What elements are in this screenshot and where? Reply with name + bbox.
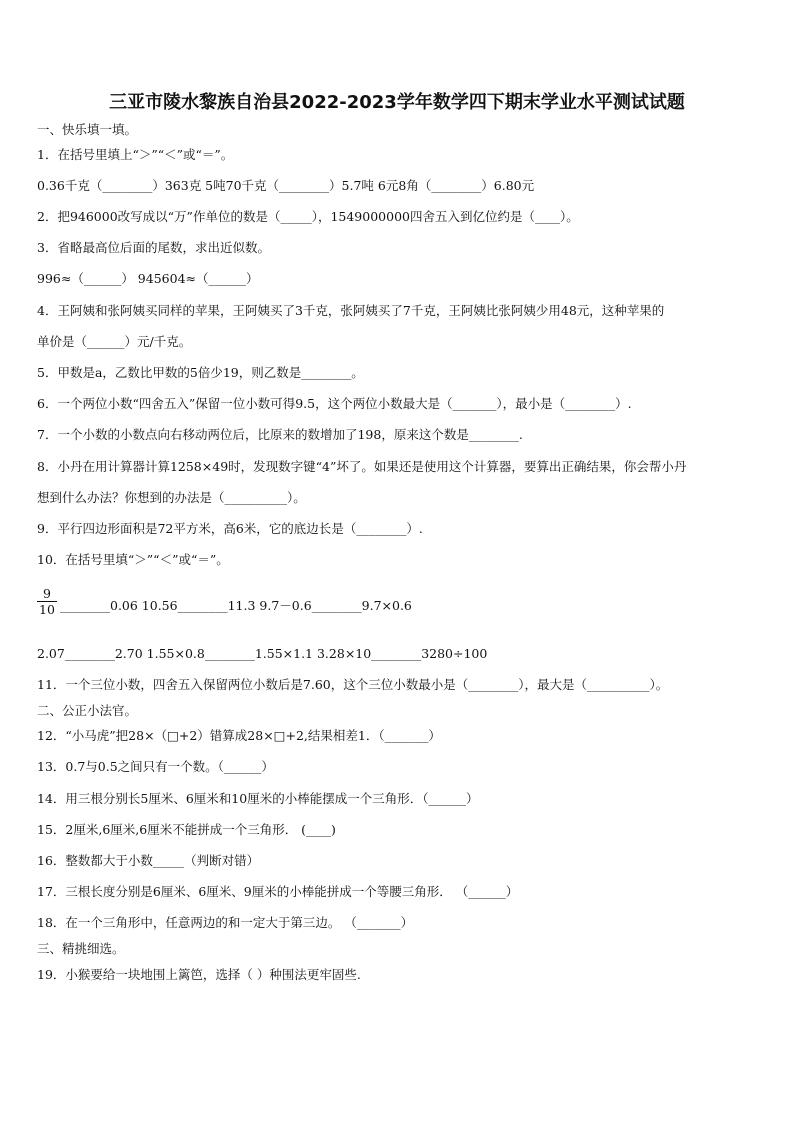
question-16: 16．整数都大于小数_____（判断对错） [37, 853, 260, 868]
question-6: 6．一个两位小数“四舍五入”保留一位小数可得9.5，这个两位小数最大是（_______），最小是（________）. [37, 396, 632, 411]
fraction-denominator: 10 [39, 602, 55, 617]
question-3: 3．省略最高位后面的尾数，求出近似数。 [37, 240, 270, 255]
section-heading-1: 一、快乐填一填。 [37, 122, 138, 137]
question-18: 18．在一个三角形中，任意两边的和一定大于第三边。 （_______） [37, 915, 414, 930]
question-14: 14．用三根分别长5厘米、6厘米和10厘米的小棒能摆成一个三角形．（______） [37, 791, 479, 806]
question-10-row-1: ________0.06 10.56________11.3 9.7－0.6________9.7×0.6 [60, 598, 412, 613]
question-17: 17．三根长度分别是6厘米、6厘米、9厘米的小棒能拼成一个等腰三角形． （______） [37, 884, 519, 899]
question-8-line-1: 8．小丹在用计算器计算1258×49时，发现数字键“4”坏了。如果还是使用这个计算器，要算出正确结果，你会帮小丹 [37, 459, 687, 474]
question-1-items: 0.36千克（________）363克 5吨70千克（________）5.7吨 6元8角（________）6.80元 [37, 178, 535, 193]
question-11: 11．一个三位小数，四舍五入保留两位小数后是7.60，这个三位小数最小是（________），最大是（__________）。 [37, 677, 669, 692]
page-title: 三亚市陵水黎族自治县2022-2023学年数学四下期末学业水平测试试题 [109, 92, 685, 113]
fraction-numerator: 9 [37, 586, 57, 602]
question-1: 1．在括号里填上“＞”“＜”或“＝”。 [37, 147, 234, 162]
question-4-line-2: 单价是（______）元/千克。 [37, 334, 192, 349]
question-12: 12．“小马虎”把28×（□+2）错算成28×□+2,结果相差1．（_______） [37, 728, 441, 743]
section-heading-2: 二、公正小法官。 [37, 703, 138, 718]
question-15: 15．2厘米,6厘米,6厘米不能拼成一个三角形． (____) [37, 822, 336, 837]
question-19: 19．小猴要给一块地围上篱笆，选择（ ）种围法更牢固些. [37, 967, 361, 982]
question-10-row-2: 2.07________2.70 1.55×0.8________1.55×1.1 3.28×10________3280÷100 [37, 646, 488, 661]
question-4-line-1: 4．王阿姨和张阿姨买同样的苹果，王阿姨买了3千克，张阿姨买了7千克，王阿姨比张阿姨少用48元，这种苹果的 [37, 303, 665, 318]
question-10: 10．在括号里填“＞”“＜”或“＝”。 [37, 552, 229, 567]
question-5: 5．甲数是a，乙数比甲数的5倍少19，则乙数是________。 [37, 365, 364, 380]
section-heading-3: 三、精挑细选。 [37, 941, 125, 956]
question-2: 2．把946000改写成以“万”作单位的数是（_____），1549000000四舍五入到亿位约是（____）。 [37, 209, 579, 224]
question-13: 13．0.7与0.5之间只有一个数。（______） [37, 759, 274, 774]
question-7: 7．一个小数的小数点向右移动两位后，比原来的数增加了198，原来这个数是________. [37, 427, 523, 442]
question-3-items: 996≈（______） 945604≈（______） [37, 271, 259, 286]
question-9: 9．平行四边形面积是72平方米，高6米，它的底边长是（________）. [37, 521, 423, 536]
fraction-nine-tenths [37, 586, 57, 617]
question-8-line-2: 想到什么办法？你想到的办法是（__________）。 [37, 490, 306, 505]
